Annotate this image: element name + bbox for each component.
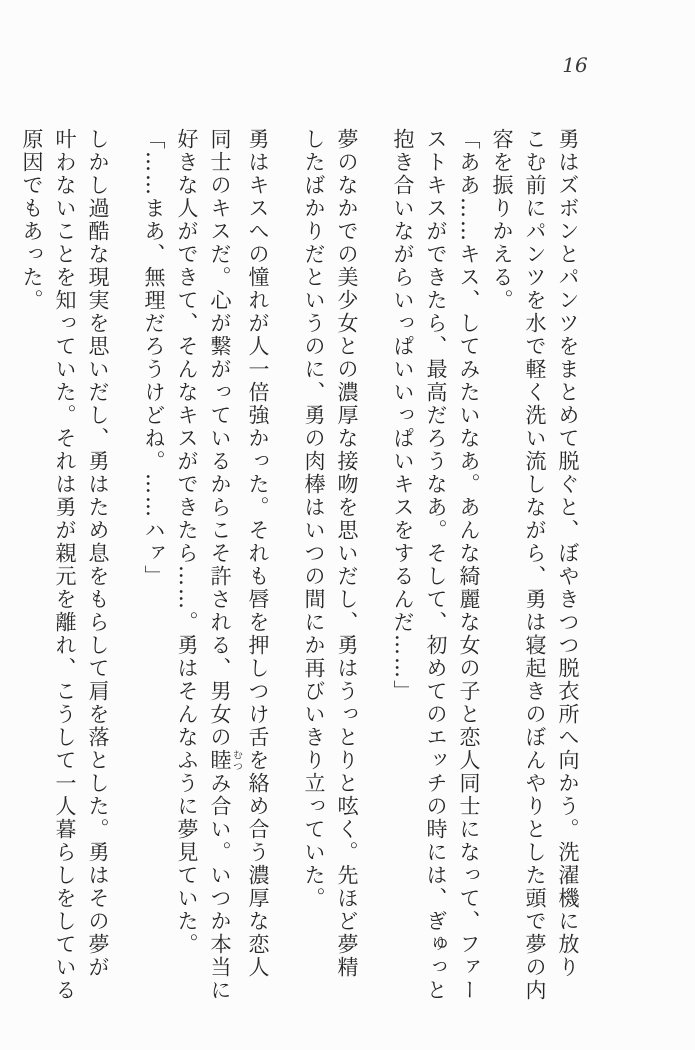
text-line: 「ああ……キス、してみたいなあ。あんな綺麗な女の子と恋人同士になって、ファー xyxy=(457,128,481,1002)
text-line: 夢のなかでの美少女との濃厚な接吻を思いだし、勇はうっとりと呟く。先ほど夢精 xyxy=(335,128,359,979)
text-line: 容を振りかえる。 xyxy=(490,128,514,312)
text-line: 叶わないことを知っていた。それは勇が親元を離れ、こうして一人暮らしをしている xyxy=(53,128,77,1002)
text-line: したばかりだというのに、勇の肉棒はいつの間にか再びいきり立っていた。 xyxy=(302,128,326,910)
body-text xyxy=(0,128,607,1016)
text-line: 勇はズボンとパンツをまとめて脱ぐと、ぼやきつつ脱衣所へ向かう。洗濯機に放り xyxy=(556,128,580,979)
page-number: 16 xyxy=(562,53,588,77)
text-line: 好きな人ができて、そんなキスができたら……。勇はそんなふうに夢見ていた。 xyxy=(175,128,199,956)
text-line: 「……まあ、無理だろうけどね。……ハァ」 xyxy=(142,128,166,588)
text-line: ストキスができたら、最高だろうなあ。そして、初めてのエッチの時には、ぎゅっと xyxy=(424,128,448,1002)
text-line: しかし過酷な現実を思いだし、勇はため息をもらして肩を落とした。勇はその夢が xyxy=(86,128,110,979)
text-line: 勇はキスへの憧れが人一倍強かった。それも唇を押しつけ舌を絡め合う濃厚な恋人 xyxy=(246,128,270,979)
text-line: 同士のキスだ。心が繋がっているからこそ許される、男女の睦むつみ合い。いつか本当に xyxy=(208,128,242,1002)
text-line: 抱き合いながらいっぱいいっぱいキスをするんだ……」 xyxy=(391,128,415,703)
text-line: 原因でもあった。 xyxy=(20,128,44,312)
text-line: こむ前にパンツを水で軽く洗い流しながら、勇は寝起きのぼんやりとした頭で夢の内 xyxy=(523,128,547,1002)
text-line xyxy=(0,128,15,1016)
